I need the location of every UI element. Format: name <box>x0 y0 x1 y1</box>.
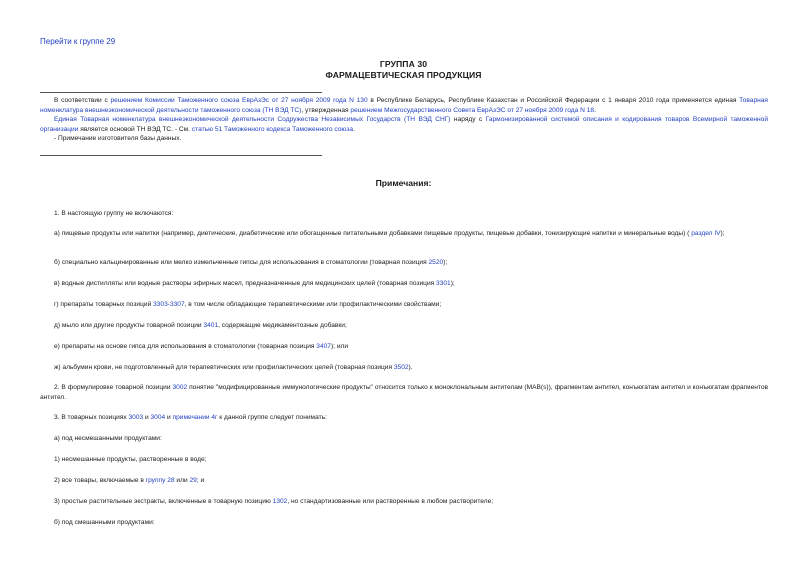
note-1-item-zh: ж) альбумин крови, не подготовленный для терапевтических или профилактических целей (товарная позиция 3502). <box>54 364 413 371</box>
footnote-paragraph-3: - Примечание изготовителя базы данных. <box>54 135 182 142</box>
footnote-bottom-rule <box>40 155 322 156</box>
note-3-item-a-2: 2) все товары, включаемые в группу 28 или 29; и <box>54 477 205 484</box>
group-number: ГРУППА 30 <box>379 59 428 69</box>
group-title: ФАРМАЦЕВТИЧЕСКАЯ ПРОДУКЦИЯ <box>325 70 482 80</box>
group-29-link[interactable]: 29 <box>189 477 197 484</box>
note-1-item-g: г) препараты товарных позиций 3303-3307, в том числе обладающие терапевтическими или профилактическими свойствами; <box>54 301 442 308</box>
footnote-top-rule <box>40 92 322 93</box>
heading-3003-link[interactable]: 3003 <box>128 414 144 421</box>
note-3-item-a-1: 1) несмешанные продукты, растворенные в воде; <box>54 456 207 463</box>
note-2: 2. В формулировке товарной позиции 3002 понятие "модифицированные иммунологические продукты" относится только к моноклональным антителам (MAB(s)), фрагментам антител, конъюгатам антител и конъюгатам фрагментов антител. <box>40 384 769 401</box>
notes-heading: Примечания: <box>375 178 432 188</box>
group-header <box>0 59 807 81</box>
customs-code-article-link[interactable]: статью 51 Таможенного кодекса Таможенного союза <box>191 125 354 133</box>
tn-ved-sng-link[interactable]: Единая Товарная номенклатура внешнеэкономической деятельности Содружества Независимых Государств (ТН ВЭД СНГ) <box>54 116 451 123</box>
footnote-paragraph-1: В соответствии с решением Комиссии Таможенного союза ЕврАзЭс от 27 ноября 2009 года N 130 в Республике Беларусь, Республике Казахстан и Российской Федерации с 1 января 2010 года применяется единая Товарная номенклатура внешнеэкономической деятельности таможенного союза (ТН ВЭД ТС), утвержденная решением Межгосударственного Совета ЕврАзЭС от 27 ноября 2009 года N 18. <box>40 97 768 114</box>
tn-ved-ts-link[interactable]: Товарная номенклатура внешнеэкономической деятельности таможенного союза (ТН ВЭД ТС) <box>40 97 768 114</box>
interstate-council-decision-link[interactable]: решением Межгосударственного Совета ЕврАзЭС от 27 ноября 2009 года N 18 <box>350 106 595 114</box>
note-3-item-a: а) под несмешанными продуктами: <box>54 435 162 442</box>
note-1-item-d: д) мыло или другие продукты товарной позиции 3401, содержащие медикаментозные добавки; <box>54 322 347 329</box>
heading-2520-link[interactable]: 2520 <box>428 259 444 266</box>
note-4g-link[interactable]: примечании 4г <box>172 414 218 421</box>
footnote-block <box>40 96 768 144</box>
harmonized-system-link[interactable]: Гармонизированной системой описания и кодирования товаров Всемирной таможенной организации <box>40 116 769 133</box>
heading-3407-link[interactable]: 3407 <box>316 343 331 350</box>
heading-1302-link[interactable]: 1302 <box>272 498 288 505</box>
group-28-link[interactable]: группу 28 <box>145 477 175 484</box>
heading-3301-link[interactable]: 3301 <box>436 280 451 287</box>
note-3-item-a-3: 3) простые растительные экстракты, включенные в товарную позицию 1302, но стандартизованные или растворенные в любом растворителе; <box>54 498 494 505</box>
note-1-item-a: а) пищевые продукты или напитки (например, диетические, диабетические или обогащенные питательными добавками пищевые продукты, пищевые добавки, тонизирующие напитки и минеральные воды) ( раздел IV); <box>54 230 725 237</box>
heading-3502-link[interactable]: 3502 <box>393 364 409 371</box>
note-3-item-b: б) под смешанными продуктами: <box>54 519 155 526</box>
heading-3303-3307-link[interactable]: 3303-3307 <box>153 301 185 308</box>
note-3: 3. В товарных позициях 3003 и 3004 и примечании 4г к данной группе следует понимать: <box>54 414 327 421</box>
customs-union-decision-link[interactable]: решением Комиссии Таможенного союза ЕврАзЭс от 27 ноября 2009 года N 130 <box>110 97 368 104</box>
heading-3401-link[interactable]: 3401 <box>203 322 219 329</box>
note-1-item-v: в) водные дистилляты или водные растворы эфирных масел, предназначенные для медицинских целей (товарная позиция 3301); <box>54 280 455 287</box>
note-1: 1. В настоящую группу не включаются: <box>54 210 174 217</box>
section-iv-link[interactable]: раздел IV <box>691 230 721 237</box>
footnote-paragraph-2: Единая Товарная номенклатура внешнеэкономической деятельности Содружества Независимых Государств (ТН ВЭД СНГ) наряду с Гармонизированной системой описания и кодирования товаров Всемирной таможенной организации является основой ТН ВЭД ТС. - См. статью 51 Таможенного кодекса Таможенного союза. <box>40 116 769 133</box>
prev-group-link[interactable]: Перейти к группе 29 <box>40 37 116 46</box>
heading-3004-link[interactable]: 3004 <box>150 414 166 421</box>
note-1-item-b: б) специально кальцинированные или мелко измельченные гипсы для использования в стоматологии (товарная позиция 2520); <box>54 259 448 266</box>
note-1-item-e: е) препараты на основе гипса для использования в стоматологии (товарная позиция 3407); или <box>54 343 349 350</box>
heading-3002-link[interactable]: 3002 <box>172 384 188 391</box>
